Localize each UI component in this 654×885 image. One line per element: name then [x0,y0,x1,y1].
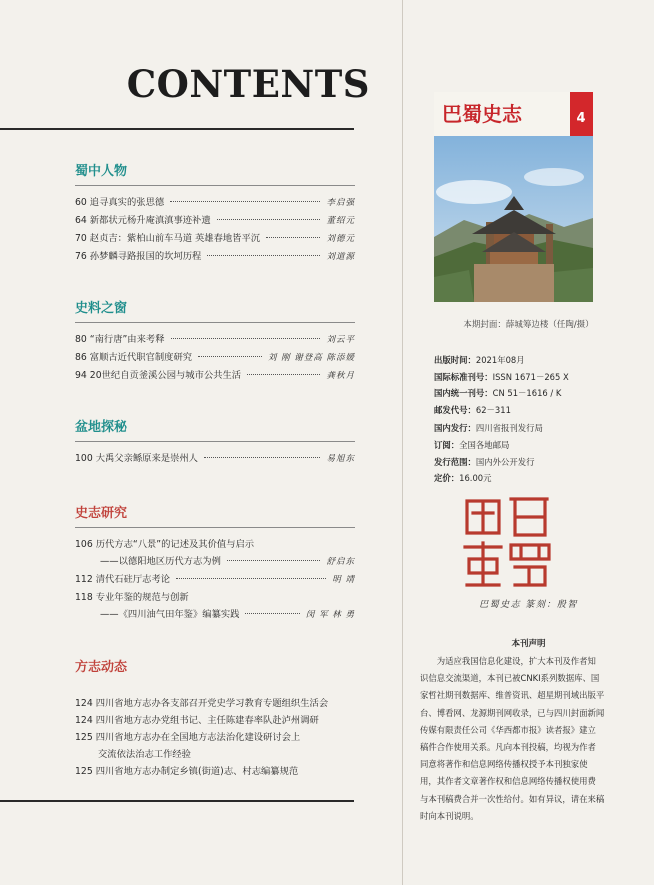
toc-entry[interactable]: 124 四川省地方志办各支部召开党史学习教育专题组织生活会 [75,698,329,709]
section-shuzhong-renwu [75,162,355,266]
section-heading: 盆地探秘 [75,418,355,442]
info-row: 邮发代号：62－311 [434,404,511,415]
top-rule [0,128,354,130]
seal-stamp-icon [459,493,555,589]
toc-entry[interactable]: 94 20世纪自贡釜溪公园与城市公共生活 龚秋月 [75,370,355,381]
cover-image[interactable] [434,92,593,302]
section-fangzhi-dongtai [75,658,355,780]
section-heading: 史志研究 [75,504,355,528]
contents-title: CONTENTS [126,62,370,106]
toc-entry[interactable]: 70 赵贞吉：紫柏山前车马道 英雄春地皆平沉 刘德元 [75,233,355,244]
section-shizhi-yanjiu [75,504,355,624]
column-divider [402,0,403,885]
toc-entry[interactable]: 124 四川省地方志办党组书记、主任陈建春率队赴泸州调研 [75,715,319,726]
section-pendi-tanmi [75,418,355,468]
section-heading: 史料之窗 [75,299,355,323]
info-row: 出版时间：2021年08月 [434,355,525,365]
seal-caption: 巴蜀史志 篆刻：殷智 [479,600,578,610]
info-row: 国内统一刊号：CN 51－1616 / K [434,388,562,399]
section-heading: 方志动态 [75,660,128,675]
toc-entry[interactable]: 交流依法治志工作经验 [98,749,191,760]
notice-title: 本刊声明 [511,639,546,649]
bottom-rule [0,800,354,802]
toc-entry[interactable]: 125 四川省地方志办在全国地方志法治化建设研讨会上 [75,732,301,743]
toc-entry[interactable]: 76 孙梦麟寻路报国的坎坷历程 刘道源 [75,251,355,262]
cover-logo: 巴蜀史志 [442,102,522,126]
issue-number: 4 [576,111,586,126]
toc-entry[interactable]: ——以德阳地区历代方志为例 舒启东 [100,556,355,567]
info-row: 国际标准刊号：ISSN 1671－265 X [434,371,569,382]
toc-entry[interactable]: 118 专业年鉴的规范与创新 [75,592,189,603]
toc-entry[interactable]: 80 “南行唐”由来考释 刘云平 [75,334,355,345]
toc-entry[interactable]: 112 清代石砫厅志考论 明 靖 [75,574,355,585]
toc-entry[interactable]: 125 四川省地方志办制定乡镇(街道)志、村志编纂规范 [75,766,299,777]
publication-info [434,352,569,487]
toc-entry[interactable]: 106 历代方志“八景”的记述及其价值与启示 [75,539,255,550]
toc-entry[interactable]: 64 新都状元杨升庵滇滇事迹补遗 董绍元 [75,215,355,226]
cover-illustration [434,92,593,302]
toc-entry[interactable]: 100 大禹父亲鲧原来是崇州人 易旭东 [75,453,355,464]
toc-entry[interactable]: ——《四川油气田年鉴》编纂实践 闵 军 林 勇 [100,609,355,620]
toc-entry[interactable]: 60 追寻真实的张思德 李启强 [75,197,355,208]
info-row: 定价：16.00元 [434,473,492,484]
info-row: 发行范围：国内外公开发行 [434,456,535,467]
section-heading: 蜀中人物 [75,162,355,186]
info-row: 国内发行：四川省报刊发行局 [434,423,543,434]
section-shiliao-zhichuang [75,299,355,385]
notice-body: 为适应我国信息化建设，扩大本刊及作者知 识信息交流渠道，本刊已被CNKI系列数据库、国 家哲社期刊数据库、维普资讯、超星期刊域出版平 台、博看网、龙源期刊网收录，已与四川封面新闻 传媒有限责任公司《华西都市报》读者报》建立 稿件合作使用关系。凡向本刊投稿，均视为作者 同意将著作和信息网络传播权授予本刊独家使 用，其作者文章著作权和信息网络传播权使用费 与本刊稿费合并一次性给付。如有异议，请在来稿 时向本刊说明。 [420,656,605,821]
info-row: 订阅：全国各地邮局 [434,439,510,450]
cover-caption: 本期封面：薛城筹边楼（任陶/摄） [463,320,594,330]
toc-entry[interactable]: 86 富顺古近代职官制度研究 刘 刚 谢登高 陈添媛 [75,352,355,363]
